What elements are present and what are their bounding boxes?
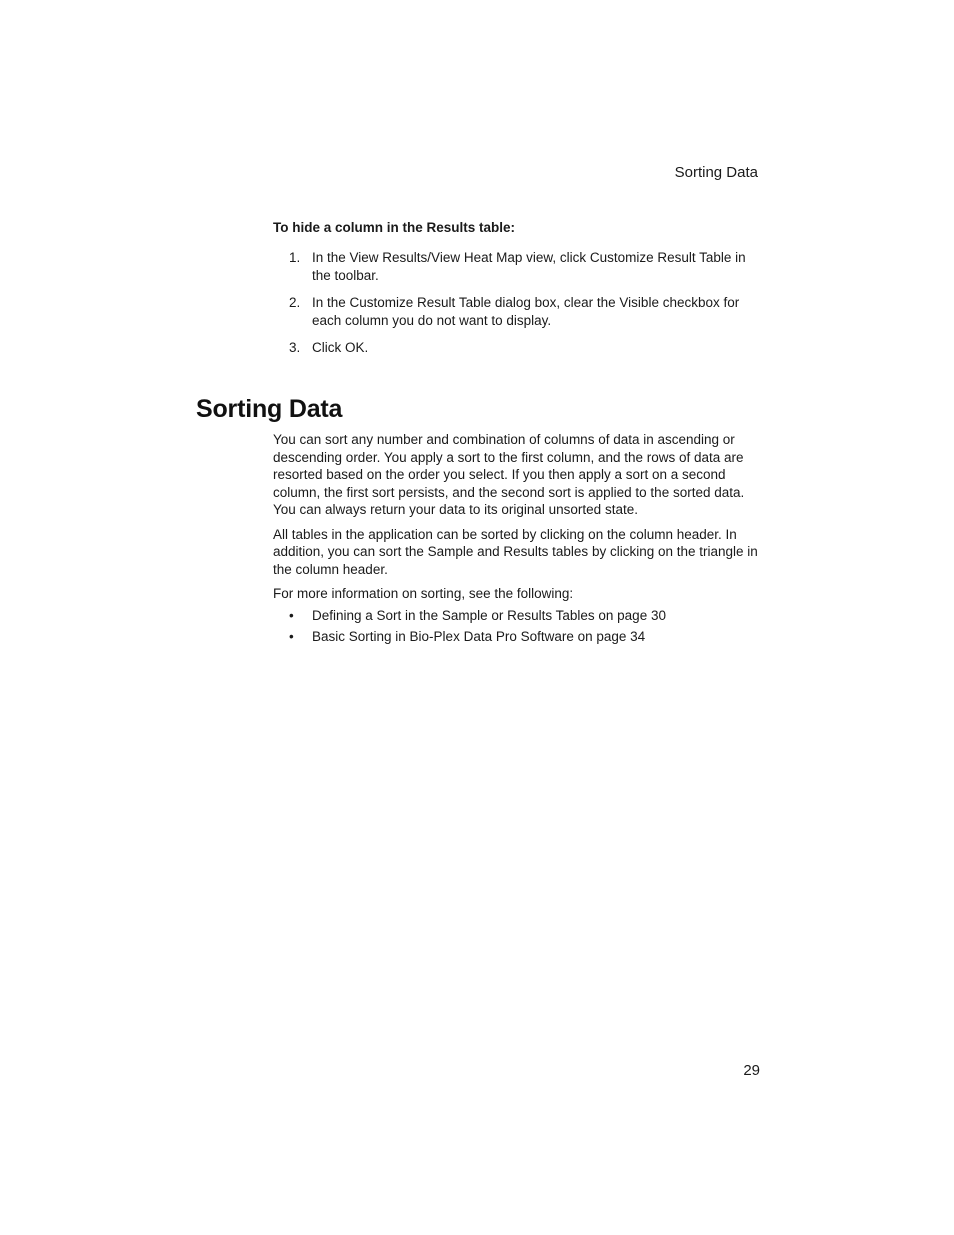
cross-reference-link[interactable]: Basic Sorting in Bio-Plex Data Pro Software on page 34 <box>312 628 646 644</box>
procedure-step <box>273 339 761 357</box>
cross-reference-link[interactable]: Defining a Sort in the Sample or Results Tables on page 30 <box>312 607 666 623</box>
cross-reference-list <box>273 607 761 646</box>
section-body <box>273 431 761 649</box>
cross-reference-item <box>273 628 761 646</box>
procedure-steps <box>273 249 761 367</box>
procedure-step <box>273 294 761 329</box>
step-number: 1. <box>289 250 301 265</box>
step-text: In the View Results/View Heat Map view, click Customize Result Table in the toolbar. <box>312 250 746 283</box>
running-head: Sorting Data <box>674 164 758 181</box>
paragraph: You can sort any number and combination of columns of data in ascending or descending order. You apply a sort to the first column, and the rows of data are resorted based on the order you select. If you then apply a sort on a second column, the first sort persists, and the second sort is applied to the sorted data. You can always return your data to its original unsorted state. <box>273 432 745 517</box>
paragraph: All tables in the application can be sorted by clicking on the column header. In addition, you can sort the Sample and Results tables by clicking on the triangle in the column header. <box>273 526 758 577</box>
paragraph: For more information on sorting, see the following: <box>273 586 574 601</box>
bullet-icon: • <box>289 607 294 623</box>
procedure-heading: To hide a column in the Results table: <box>273 220 516 235</box>
procedure-step <box>273 249 761 284</box>
step-number: 3. <box>289 340 301 355</box>
bullet-icon: • <box>289 628 294 644</box>
page-number: 29 <box>743 1062 760 1079</box>
step-text: Click OK. <box>312 340 369 355</box>
section-title: Sorting Data <box>196 395 343 423</box>
cross-reference-item <box>273 607 761 625</box>
step-number: 2. <box>289 295 301 310</box>
step-text: In the Customize Result Table dialog box, clear the Visible checkbox for each column you do not want to display. <box>312 295 740 328</box>
